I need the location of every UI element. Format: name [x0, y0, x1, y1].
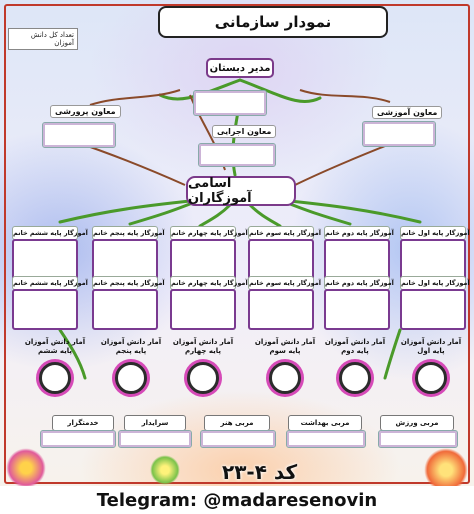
executive-deputy-label: معاون اجرایی — [212, 125, 276, 138]
stat-grade4 — [170, 338, 236, 394]
staff-sports-coach-box — [378, 430, 458, 448]
teacher-row2-grade5: آموزگار پایه پنجم خانم — [92, 276, 158, 330]
staff-art-coach-box — [200, 430, 276, 448]
stat-grade5-label: آمار دانش آموزان پایه پنجم — [100, 338, 162, 355]
stat-grade1-label: آمار دانش آموزان پایه اول — [400, 338, 462, 355]
teacher-row2-grade6: آموزگار پایه ششم خانم — [12, 276, 78, 330]
principal-label: مدیر دبستان — [206, 58, 274, 78]
teacher-row2-grade4: آموزگار پایه چهارم خانم — [170, 276, 236, 330]
staff-janitor: خدمتگزار — [52, 415, 114, 431]
teacher-row2-grade3: آموزگار پایه سوم خانم — [248, 276, 314, 330]
teacher-row1-grade3: آموزگار پایه سوم خانم — [248, 226, 314, 280]
training-deputy-box — [42, 122, 116, 148]
flower-decoration-mid — [150, 455, 180, 485]
flower-decoration-left — [6, 448, 46, 488]
staff-caretaker: سرایدار — [124, 415, 186, 431]
stat-grade3-label: آمار دانش آموزان پایه سوم — [254, 338, 316, 355]
stat-grade2-circle — [339, 362, 371, 394]
principal-name-box — [193, 90, 267, 116]
student-count-box — [8, 28, 78, 50]
stat-grade1-circle — [415, 362, 447, 394]
staff-janitor-box — [40, 430, 116, 448]
stat-grade6-circle — [39, 362, 71, 394]
executive-deputy-box — [198, 143, 276, 167]
stat-grade6-label: آمار دانش آموزان پایه ششم — [24, 338, 86, 355]
staff-health-coach: مربی بهداشت — [288, 415, 362, 431]
teacher-row1-grade4: آموزگار پایه چهارم خانم — [170, 226, 236, 280]
training-deputy-label: معاون پرورشی — [50, 105, 121, 118]
education-deputy-label: معاون آموزشی — [372, 106, 442, 119]
stat-grade4-label: آمار دانش آموزان پایه چهارم — [172, 338, 234, 355]
staff-art-coach: مربی هنر — [204, 415, 270, 431]
staff-sports-coach: مربی ورزش — [380, 415, 454, 431]
teachers-heading: اسامی آموزگاران — [186, 176, 296, 206]
teacher-row1-grade6: آموزگار پایه ششم خانم — [12, 226, 78, 280]
teacher-row2-grade1: آموزگار پایه اول خانم — [400, 276, 466, 330]
education-deputy-box — [362, 121, 436, 147]
stat-grade3 — [252, 338, 318, 394]
teacher-row1-grade2: آموزگار پایه دوم خانم — [324, 226, 390, 280]
stat-grade5 — [98, 338, 164, 394]
staff-health-coach-box — [286, 430, 366, 448]
student-count-label: تعداد کل دانش آموزان — [30, 31, 74, 47]
stat-grade4-circle — [187, 362, 219, 394]
stat-grade6 — [22, 338, 88, 394]
teacher-row2-grade2: آموزگار پایه دوم خانم — [324, 276, 390, 330]
telegram-footer: Telegram: @madaresenovin — [0, 486, 474, 514]
stat-grade3-circle — [269, 362, 301, 394]
poster-code: کد ۴-۲۳ — [222, 460, 298, 484]
stat-grade2-label: آمار دانش آموزان پایه دوم — [324, 338, 386, 355]
stat-grade1 — [396, 338, 466, 394]
chart-title: نمودار سازمانی — [158, 6, 388, 38]
staff-caretaker-box — [118, 430, 192, 448]
teacher-row1-grade5: آموزگار پایه پنجم خانم — [92, 226, 158, 280]
teacher-row1-grade1: آموزگار پایه اول خانم — [400, 226, 466, 280]
stat-grade2 — [322, 338, 388, 394]
stat-grade5-circle — [115, 362, 147, 394]
